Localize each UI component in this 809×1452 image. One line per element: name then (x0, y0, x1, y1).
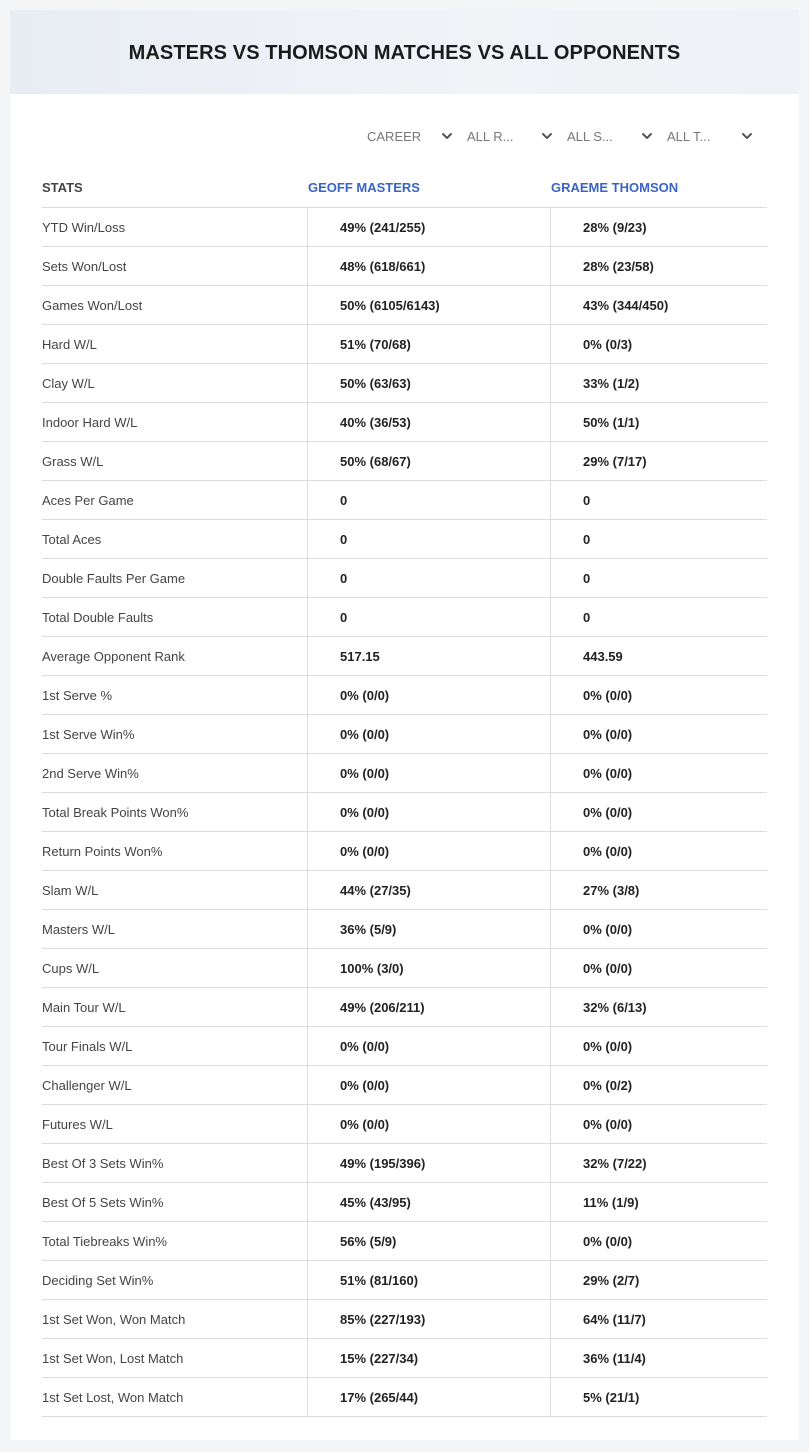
filter-label: ALL S... (567, 128, 613, 144)
table-row (42, 637, 767, 676)
player1-value: 49% (206/211) (308, 988, 551, 1026)
stat-label: Total Tiebreaks Win% (42, 1222, 308, 1260)
player1-value: 0 (308, 598, 551, 636)
player2-value: 0 (583, 531, 591, 547)
filter-period-select[interactable] (367, 126, 467, 146)
filter-surface-select[interactable] (567, 126, 667, 146)
player1-value: 49% (241/255) (308, 208, 551, 246)
stat-label: Grass W/L (42, 442, 308, 480)
stat-label: Hard W/L (42, 325, 308, 363)
stat-label: 1st Set Won, Lost Match (42, 1339, 308, 1377)
stat-label: Total Break Points Won% (42, 793, 308, 831)
player1-value: 0% (0/0) (308, 715, 551, 753)
table-row (42, 988, 767, 1027)
player2-value: 32% (7/22) (583, 1155, 647, 1171)
table-row (42, 1300, 767, 1339)
filter-tournament-select[interactable] (667, 126, 767, 146)
table-row (42, 325, 767, 364)
stat-label: Indoor Hard W/L (42, 403, 308, 441)
table-row (42, 1027, 767, 1066)
player1-value: 50% (68/67) (308, 442, 551, 480)
table-row (42, 559, 767, 598)
player2-value: 0% (0/0) (583, 1038, 633, 1054)
filter-label: CAREER (367, 128, 422, 144)
player1-value: 0% (0/0) (308, 832, 551, 870)
stat-label: Total Double Faults (42, 598, 308, 636)
player1-value: 517.15 (308, 637, 551, 675)
table-row (42, 832, 767, 871)
player2-value: 27% (3/8) (583, 882, 640, 898)
table-row (42, 1066, 767, 1105)
stat-label: Cups W/L (42, 949, 308, 987)
player2-value: 28% (23/58) (583, 258, 654, 274)
stats-table (42, 168, 767, 1417)
player1-value: 40% (36/53) (308, 403, 551, 441)
table-row (42, 715, 767, 754)
player2-value: 0% (0/0) (583, 726, 633, 742)
player2-value: 29% (2/7) (583, 1272, 640, 1288)
stat-label: Tour Finals W/L (42, 1027, 308, 1065)
player2-value: 0 (583, 492, 591, 508)
stat-label: Slam W/L (42, 871, 308, 909)
stat-label: Sets Won/Lost (42, 247, 308, 285)
table-row (42, 871, 767, 910)
card-header (10, 10, 799, 94)
table-row (42, 598, 767, 637)
player1-value: 56% (5/9) (308, 1222, 551, 1260)
player2-value: 29% (7/17) (583, 453, 647, 469)
player1-value: 48% (618/661) (308, 247, 551, 285)
player1-value: 51% (81/160) (308, 1261, 551, 1299)
player2-value: 0% (0/0) (583, 960, 633, 976)
table-row (42, 403, 767, 442)
table-row (42, 1261, 767, 1300)
player1-value: 0% (0/0) (308, 1066, 551, 1104)
player1-value: 0% (0/0) (308, 1105, 551, 1143)
table-row (42, 1339, 767, 1378)
player2-value: 0% (0/0) (583, 687, 633, 703)
filter-label: ALL T... (667, 128, 711, 144)
player1-value: 0% (0/0) (308, 754, 551, 792)
page-title: MASTERS VS THOMSON MATCHES VS ALL OPPONENTS (128, 41, 681, 64)
player2-value: 50% (1/1) (583, 414, 640, 430)
column-header-stats: STATS (42, 180, 83, 195)
table-row (42, 754, 767, 793)
stat-label: 1st Serve Win% (42, 715, 308, 753)
table-row (42, 676, 767, 715)
stat-label: Masters W/L (42, 910, 308, 948)
chevron-down-icon (641, 130, 653, 142)
player2-value: 0% (0/0) (583, 1116, 633, 1132)
stat-label: Best Of 5 Sets Win% (42, 1183, 308, 1221)
chevron-down-icon (541, 130, 553, 142)
player1-value: 49% (195/396) (308, 1144, 551, 1182)
table-body (42, 208, 767, 1417)
player1-value: 17% (265/44) (308, 1378, 551, 1416)
table-row (42, 364, 767, 403)
table-row (42, 208, 767, 247)
table-row (42, 910, 767, 949)
filter-round-select[interactable] (467, 126, 567, 146)
player1-value: 50% (6105/6143) (308, 286, 551, 324)
stat-label: YTD Win/Loss (42, 208, 308, 246)
player2-value: 0% (0/0) (583, 843, 633, 859)
player1-value: 100% (3/0) (308, 949, 551, 987)
stat-label: Best Of 3 Sets Win% (42, 1144, 308, 1182)
stat-label: 1st Set Won, Won Match (42, 1300, 308, 1338)
player2-value: 5% (21/1) (583, 1389, 640, 1405)
player2-value: 0 (583, 609, 591, 625)
player1-value: 0% (0/0) (308, 793, 551, 831)
player2-value: 64% (11/7) (583, 1311, 646, 1327)
table-row (42, 1105, 767, 1144)
player2-value: 0% (0/0) (583, 921, 633, 937)
table-row (42, 520, 767, 559)
player1-value: 0 (308, 559, 551, 597)
table-row (42, 286, 767, 325)
player1-value: 0 (308, 520, 551, 558)
player1-value: 50% (63/63) (308, 364, 551, 402)
stat-label: Challenger W/L (42, 1066, 308, 1104)
player2-value: 0 (583, 570, 591, 586)
table-row (42, 1183, 767, 1222)
player1-value: 0% (0/0) (308, 1027, 551, 1065)
table-row (42, 442, 767, 481)
stat-label: Double Faults Per Game (42, 559, 308, 597)
player2-value: 33% (1/2) (583, 375, 640, 391)
chevron-down-icon (441, 130, 453, 142)
stats-card (10, 10, 799, 1440)
player1-value: 51% (70/68) (308, 325, 551, 363)
filter-label: ALL R... (467, 128, 514, 144)
player1-value: 15% (227/34) (308, 1339, 551, 1377)
stat-label: Main Tour W/L (42, 988, 308, 1026)
stat-label: Average Opponent Rank (42, 637, 308, 675)
table-row (42, 1144, 767, 1183)
player2-value: 36% (11/4) (583, 1350, 646, 1366)
player2-value: 11% (1/9) (583, 1194, 639, 1210)
player2-value: 0% (0/2) (583, 1077, 633, 1093)
player2-value: 0% (0/0) (583, 804, 633, 820)
stat-label: Futures W/L (42, 1105, 308, 1143)
player2-value: 443.59 (583, 648, 623, 664)
stat-label: 2nd Serve Win% (42, 754, 308, 792)
stat-label: 1st Serve % (42, 676, 308, 714)
player2-value: 32% (6/13) (583, 999, 647, 1015)
player1-value: 45% (43/95) (308, 1183, 551, 1221)
stat-label: Games Won/Lost (42, 286, 308, 324)
stat-label: Total Aces (42, 520, 308, 558)
stat-label: Aces Per Game (42, 481, 308, 519)
table-row (42, 1378, 767, 1417)
stat-label: Clay W/L (42, 364, 308, 402)
player1-value: 0% (0/0) (308, 676, 551, 714)
stat-label: 1st Set Lost, Won Match (42, 1378, 308, 1416)
table-row (42, 949, 767, 988)
player1-value: 44% (27/35) (308, 871, 551, 909)
column-header-player1[interactable]: GEOFF MASTERS (308, 180, 420, 195)
player2-value: 28% (9/23) (583, 219, 647, 235)
chevron-down-icon (741, 130, 753, 142)
player2-value: 0% (0/0) (583, 765, 633, 781)
player2-value: 0% (0/0) (583, 1233, 633, 1249)
player1-value: 85% (227/193) (308, 1300, 551, 1338)
column-header-player2[interactable]: GRAEME THOMSON (551, 180, 679, 195)
player1-value: 36% (5/9) (308, 910, 551, 948)
table-row (42, 247, 767, 286)
player2-value: 0% (0/3) (583, 336, 633, 352)
stat-label: Deciding Set Win% (42, 1261, 308, 1299)
table-row (42, 1222, 767, 1261)
table-row (42, 793, 767, 832)
player2-value: 43% (344/450) (583, 297, 669, 313)
filter-bar (367, 126, 767, 146)
stat-label: Return Points Won% (42, 832, 308, 870)
table-header-row (42, 168, 767, 208)
table-row (42, 481, 767, 520)
player1-value: 0 (308, 481, 551, 519)
